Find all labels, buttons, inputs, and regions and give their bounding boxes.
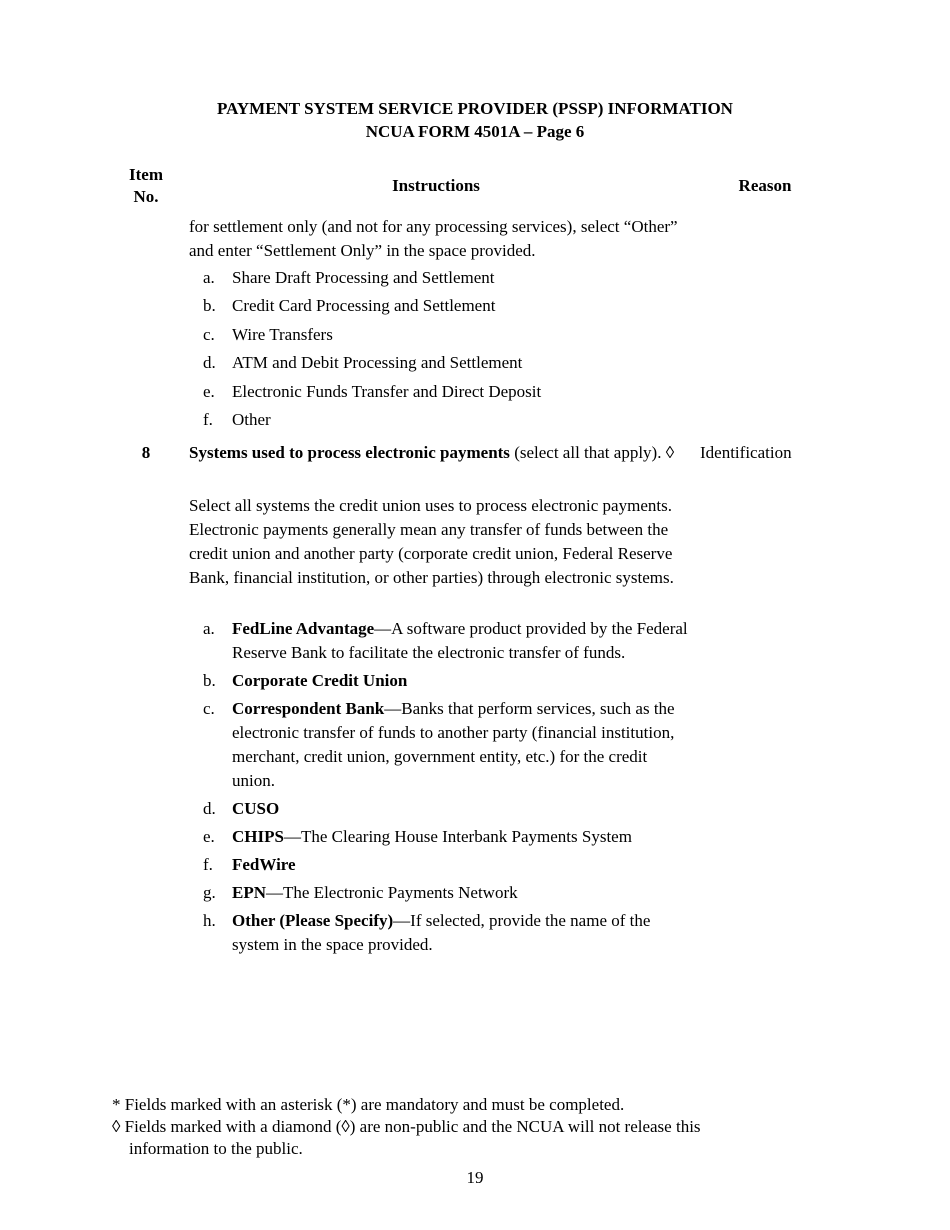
item-description: Select all systems the credit union uses to process electronic payments. Electronic payments generally mean any transfer of funds between the credit union and another party (corporate credit union, Federal Reserve Bank, financial institution, or other parties) through electronic systems. <box>189 496 674 587</box>
service-list <box>189 266 689 436</box>
systems-list <box>189 617 689 961</box>
column-header-item-no: Item No. <box>129 165 163 206</box>
list-item: c. Wire Transfers <box>203 324 333 344</box>
title-line-2: NCUA FORM 4501A – Page 6 <box>365 122 585 141</box>
column-header-reason: Reason <box>738 176 792 195</box>
list-item: e. CHIPS—The Clearing House Interbank Payments System <box>203 827 632 846</box>
footnote-asterisk: * Fields marked with an asterisk (*) are mandatory and must be completed. <box>112 1095 625 1114</box>
list-item: g. EPN—The Electronic Payments Network <box>203 883 518 902</box>
list-item: e. Electronic Funds Transfer and Direct Deposit <box>203 381 542 401</box>
item-title: Systems used to process electronic payments (select all that apply). ◊ <box>189 443 675 462</box>
footnote-diamond: ◊ Fields marked with a diamond (◊) are non-public and the NCUA will not release this information to the public. <box>112 1117 701 1158</box>
item-reason: Identification <box>700 443 792 462</box>
column-header-instructions: Instructions <box>392 176 480 195</box>
item-number: 8 <box>141 443 151 462</box>
list-item: d. CUSO <box>203 799 280 818</box>
list-item: f. Other <box>203 409 271 429</box>
list-item: b. Corporate Credit Union <box>203 671 408 690</box>
list-item: a. Share Draft Processing and Settlement <box>203 268 495 287</box>
page-title <box>0 97 950 143</box>
list-item: d. ATM and Debit Processing and Settlement <box>203 353 523 373</box>
list-item: b. Credit Card Processing and Settlement <box>203 296 496 316</box>
list-item: c. Correspondent Bank—Banks that perform services, such as the electronic transfer of funds to another party (financial institution, merchant, credit union, government entity, etc.) for the credit union. <box>203 699 675 790</box>
list-item: a. FedLine Advantage—A software product provided by the Federal Reserve Bank to facilitate the electronic transfer of funds. <box>203 619 688 662</box>
title-line-1: PAYMENT SYSTEM SERVICE PROVIDER (PSSP) INFORMATION <box>217 99 733 118</box>
page-number: 19 <box>466 1168 484 1187</box>
intro-paragraph: for settlement only (and not for any processing services), select “Other” and enter “Settlement Only” in the space provided. <box>189 217 678 260</box>
list-item: f. FedWire <box>203 855 296 874</box>
list-item: h. Other (Please Specify)—If selected, provide the name of the system in the space provided. <box>203 911 651 954</box>
